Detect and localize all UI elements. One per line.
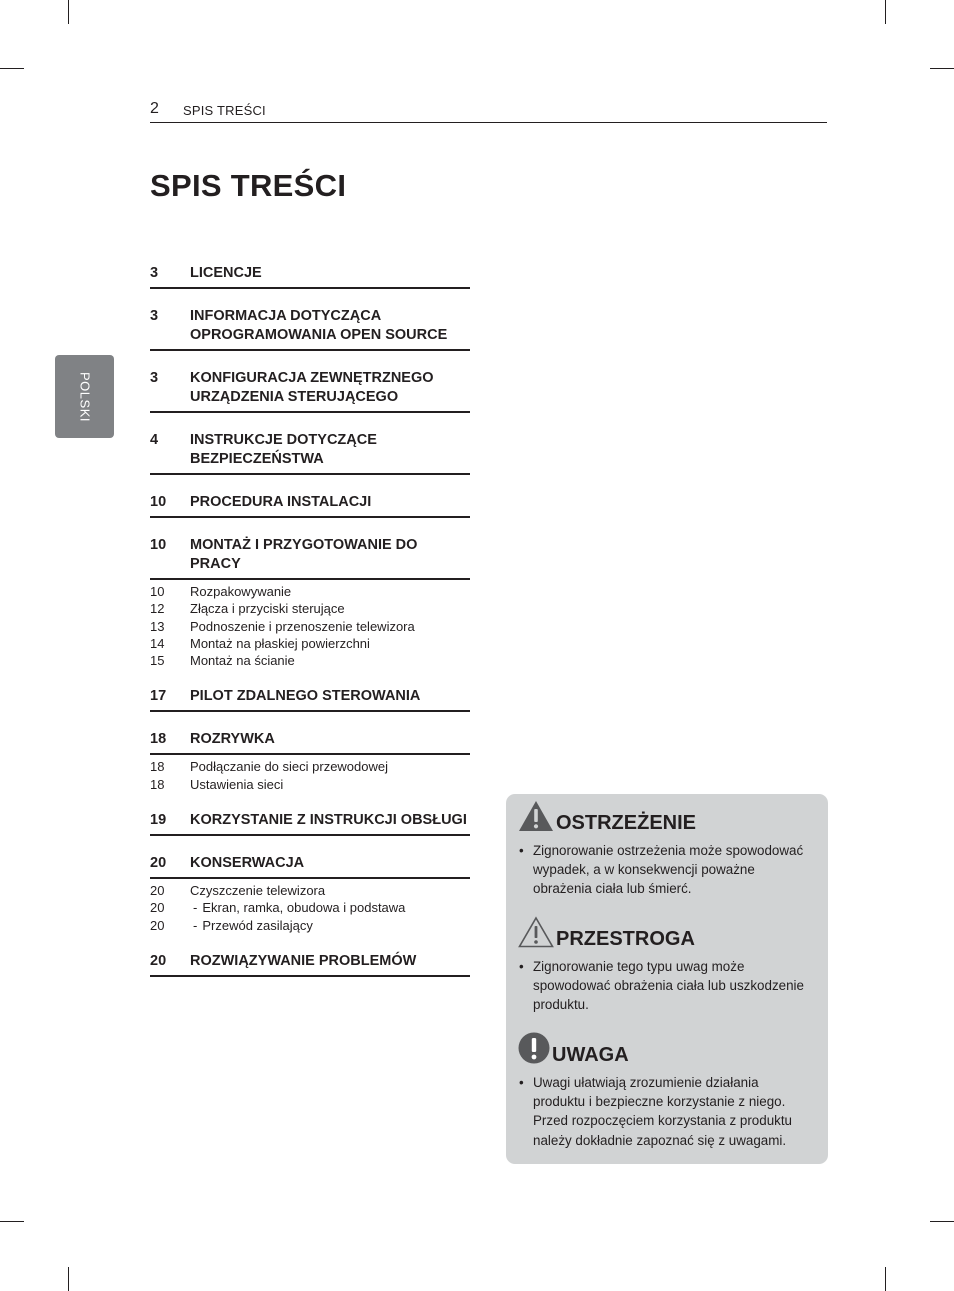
toc-section-title: PILOT ZDALNEGO STEROWANIA (190, 688, 421, 705)
toc-subsection-item[interactable] (150, 882, 470, 899)
toc-section (150, 730, 470, 793)
toc-section (150, 811, 470, 836)
caution-title: PRZESTROGA (556, 928, 695, 950)
toc-section-heading[interactable] (150, 687, 470, 712)
toc-section (150, 536, 470, 669)
toc-subsection-item[interactable] (150, 635, 470, 652)
toc-section-heading[interactable] (150, 536, 470, 580)
warning-text: Zignorowanie ostrzeżenia może spowodować wypadek, a w konsekwencji poważne obrażenia ciała lub śmierć. (533, 843, 804, 897)
toc-subsection-list (150, 882, 470, 934)
toc-subsection-item[interactable] (150, 899, 470, 916)
bullet: • (519, 843, 524, 858)
toc-subsection-item[interactable] (150, 776, 470, 793)
warning-triangle-filled-icon (518, 800, 556, 834)
toc-subsection-title: Złącza i przyciski sterujące (190, 601, 345, 617)
crop-mark (885, 1267, 886, 1291)
toc-section-title: ROZWIĄZYWANIE PROBLEMÓW (190, 952, 417, 969)
toc-page-number: 14 (150, 635, 165, 651)
toc-page-number: 12 (150, 601, 165, 617)
toc-section (150, 264, 470, 289)
crop-mark (930, 1221, 954, 1222)
crop-mark (885, 0, 886, 24)
toc-subsection-title: - Przewód zasilający (190, 917, 470, 934)
toc-page-number: 18 (150, 731, 167, 748)
toc-subsection-title: Rozpakowywanie (190, 584, 292, 599)
language-tab (55, 355, 114, 438)
table-of-contents (150, 264, 470, 995)
toc-section (150, 369, 470, 413)
toc-section (150, 431, 470, 475)
toc-subsection-item[interactable] (150, 583, 470, 600)
caution-text: Zignorowanie tego typu uwag może spowodować obrażenia ciała lub uszkodzenie produktu. (533, 959, 804, 1013)
bullet: • (519, 1075, 524, 1090)
crop-mark (68, 1267, 69, 1291)
exclamation-circle-icon (518, 1032, 552, 1066)
toc-section-heading[interactable] (150, 854, 470, 879)
toc-section-title: INFORMACJA DOTYCZĄCA OPROGRAMOWANIA OPEN SOURCE (190, 308, 448, 343)
note-text: Uwagi ułatwiają zrozumienie działania produktu i bezpieczne korzystanie z niego. Przed rozpoczęciem korzystania z produktu należy dokładnie zapoznać się z uwagami. (533, 1075, 792, 1148)
toc-subsection-item[interactable] (150, 758, 470, 775)
crop-mark (68, 0, 69, 24)
toc-section-heading[interactable] (150, 264, 470, 289)
toc-page-number: 3 (150, 308, 159, 324)
toc-page-number: 20 (150, 917, 165, 933)
toc-section-title: PROCEDURA INSTALACJI (190, 494, 372, 510)
toc-subsection-list (150, 758, 470, 793)
toc-section-title: MONTAŻ I PRZYGOTOWANIE DO PRACY (190, 537, 418, 572)
toc-page-number: 20 (150, 883, 165, 899)
toc-section-title: KORZYSTANIE Z INSTRUKCJI OBSŁUGI (190, 812, 467, 829)
toc-page-number: 17 (150, 688, 167, 705)
toc-section (150, 687, 470, 712)
toc-page-number: 18 (150, 759, 165, 775)
toc-page-number: 13 (150, 618, 165, 634)
crop-mark (930, 68, 954, 69)
toc-subsection-title: Podłączanie do sieci przewodowej (190, 759, 389, 775)
page-header (150, 100, 827, 123)
toc-section-heading[interactable] (150, 431, 470, 475)
crop-mark (0, 68, 24, 69)
toc-page-number: 10 (150, 494, 167, 510)
toc-section-title: ROZRYWKA (190, 731, 275, 748)
page-title: SPIS TREŚCI (150, 168, 347, 203)
toc-section-heading[interactable] (150, 952, 470, 977)
toc-section-title: LICENCJE (190, 265, 262, 281)
bullet: • (519, 959, 524, 974)
toc-page-number: 20 (150, 855, 167, 872)
page-number: 2 (150, 100, 159, 117)
toc-section (150, 854, 470, 934)
toc-page-number: 18 (150, 776, 165, 792)
toc-page-number: 15 (150, 653, 165, 669)
safety-notes-box (506, 794, 828, 1164)
toc-subsection-item[interactable] (150, 618, 470, 635)
toc-subsection-title: Podnoszenie i przenoszenie telewizora (190, 618, 415, 634)
toc-section-heading[interactable] (150, 369, 470, 413)
note-note (518, 1032, 814, 1150)
toc-subsection-title: Ustawienia sieci (190, 776, 284, 792)
toc-page-number: 19 (150, 812, 167, 829)
toc-page-number: 3 (150, 265, 159, 281)
toc-page-number: 10 (150, 584, 165, 599)
toc-section (150, 493, 470, 518)
toc-page-number: 20 (150, 900, 165, 916)
toc-section-heading[interactable] (150, 730, 470, 755)
toc-section (150, 307, 470, 351)
toc-page-number: 3 (150, 370, 159, 386)
toc-subsection-title: Montaż na płaskiej powierzchni (190, 635, 370, 651)
toc-subsection-item[interactable] (150, 917, 470, 934)
toc-subsection-title: - Ekran, ramka, obudowa i podstawa (190, 899, 470, 916)
crop-mark (0, 1221, 24, 1222)
toc-page-number: 20 (150, 952, 167, 969)
toc-section-title: KONFIGURACJA ZEWNĘTRZNEGO URZĄDZENIA STERUJĄCEGO (190, 370, 434, 405)
toc-section-heading[interactable] (150, 811, 470, 836)
toc-section-heading[interactable] (150, 307, 470, 351)
toc-section-heading[interactable] (150, 493, 470, 518)
toc-subsection-title: Czyszczenie telewizora (190, 883, 326, 899)
toc-section (150, 952, 470, 977)
toc-subsection-list (150, 583, 470, 669)
toc-page-number: 4 (150, 432, 159, 448)
toc-page-number: 10 (150, 537, 167, 553)
toc-subsection-item[interactable] (150, 600, 470, 617)
note-title: UWAGA (552, 1044, 629, 1066)
toc-section-title: KONSERWACJA (190, 855, 305, 872)
warning-title: OSTRZEŻENIE (556, 812, 697, 834)
header-section-title: SPIS TREŚCI (183, 103, 266, 118)
language-tab-label: POLSKI (77, 371, 92, 422)
toc-subsection-item[interactable] (150, 652, 470, 669)
caution-triangle-outline-icon (518, 916, 556, 950)
warning-note (518, 800, 814, 899)
caution-note (518, 916, 814, 1015)
toc-section-title: INSTRUKCJE DOTYCZĄCE BEZPIECZEŃSTWA (190, 432, 377, 467)
toc-subsection-title: Montaż na ścianie (190, 653, 295, 669)
